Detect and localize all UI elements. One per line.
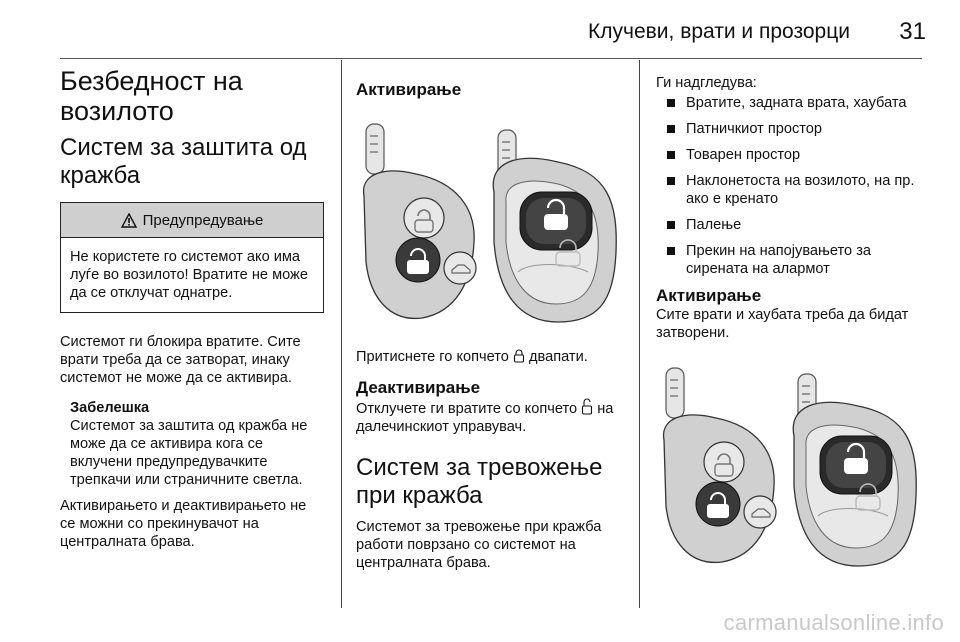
page-number: 31 xyxy=(899,18,926,45)
key-fob-illustration xyxy=(656,366,926,576)
chapter-title: Клучеви, врати и прозорци xyxy=(588,20,850,43)
paragraph: Системот ги блокира вратите. Сите врати треба да се затворат, инаку системот не може да се активира. xyxy=(60,334,301,386)
monitors-label: Ги надгледува: xyxy=(656,75,757,91)
list-item: Прекин на напојувањето за сирената на алармот xyxy=(656,242,926,278)
lock-button-icon xyxy=(513,348,525,364)
list-item: Палење xyxy=(656,216,926,234)
section-title: Безбедност на возилото xyxy=(60,66,243,126)
page-header xyxy=(0,14,960,44)
list-item: Наклонетоста на возилото, на пр. ако е кренато xyxy=(656,172,926,208)
unlock-text: Отклучете ги вратите со копчето xyxy=(356,401,578,417)
warning-box xyxy=(60,202,324,313)
note-title: Забелешка xyxy=(70,400,150,416)
monitored-list xyxy=(656,94,926,278)
warning-triangle-icon xyxy=(121,213,137,228)
note-box xyxy=(70,399,325,489)
column-right xyxy=(656,66,926,576)
alarm-paragraph: Системот за тревожење при кражба работи поврзано со системот на централната брава. xyxy=(356,519,602,571)
watermark: carmanualsonline.info xyxy=(723,610,944,635)
paragraph: Активирањето и деактивирањето не се можни со прекинувачот на централната брава. xyxy=(60,498,307,550)
list-item: Патничкиот простор xyxy=(656,120,926,138)
press-instruction xyxy=(356,348,626,366)
note-text: Системот за заштита од кражба не може да се активира кога се вклучени предупредувачките трепкачи или страничните светла. xyxy=(70,418,308,488)
activation-text: Сите врати и хаубата треба да бидат затворени. xyxy=(656,307,909,341)
unlock-text-end: на далечинскиот управувач. xyxy=(356,401,614,435)
press-text: Притиснете го копчето xyxy=(356,349,509,365)
key-fob-illustration xyxy=(356,122,626,332)
column-left xyxy=(60,66,325,551)
warning-title: Предупредување xyxy=(142,211,264,229)
heading-deactivation: Деактивирање xyxy=(356,378,481,397)
heading-activation: Активирање xyxy=(356,80,462,99)
list-item: Вратите, задната врата, хаубата xyxy=(656,94,926,112)
heading-activation-right: Активирање xyxy=(656,286,762,305)
unlock-instruction xyxy=(356,398,626,436)
column-divider xyxy=(341,60,342,608)
header-rule xyxy=(60,58,922,59)
warning-text: Не користете го системот ако има луѓе во возилото! Вратите не може да се отклучат однатре. xyxy=(70,249,308,301)
press-text-end: двапати. xyxy=(529,349,588,365)
alarm-section-title: Систем за тревожење при кражба xyxy=(356,454,603,509)
column-middle xyxy=(356,66,626,572)
column-divider xyxy=(639,60,640,608)
subsection-title: Систем за заштита од кражба xyxy=(60,134,307,189)
warning-header xyxy=(61,203,323,238)
list-item: Товарен простор xyxy=(656,146,926,164)
unlock-button-icon xyxy=(581,398,593,416)
